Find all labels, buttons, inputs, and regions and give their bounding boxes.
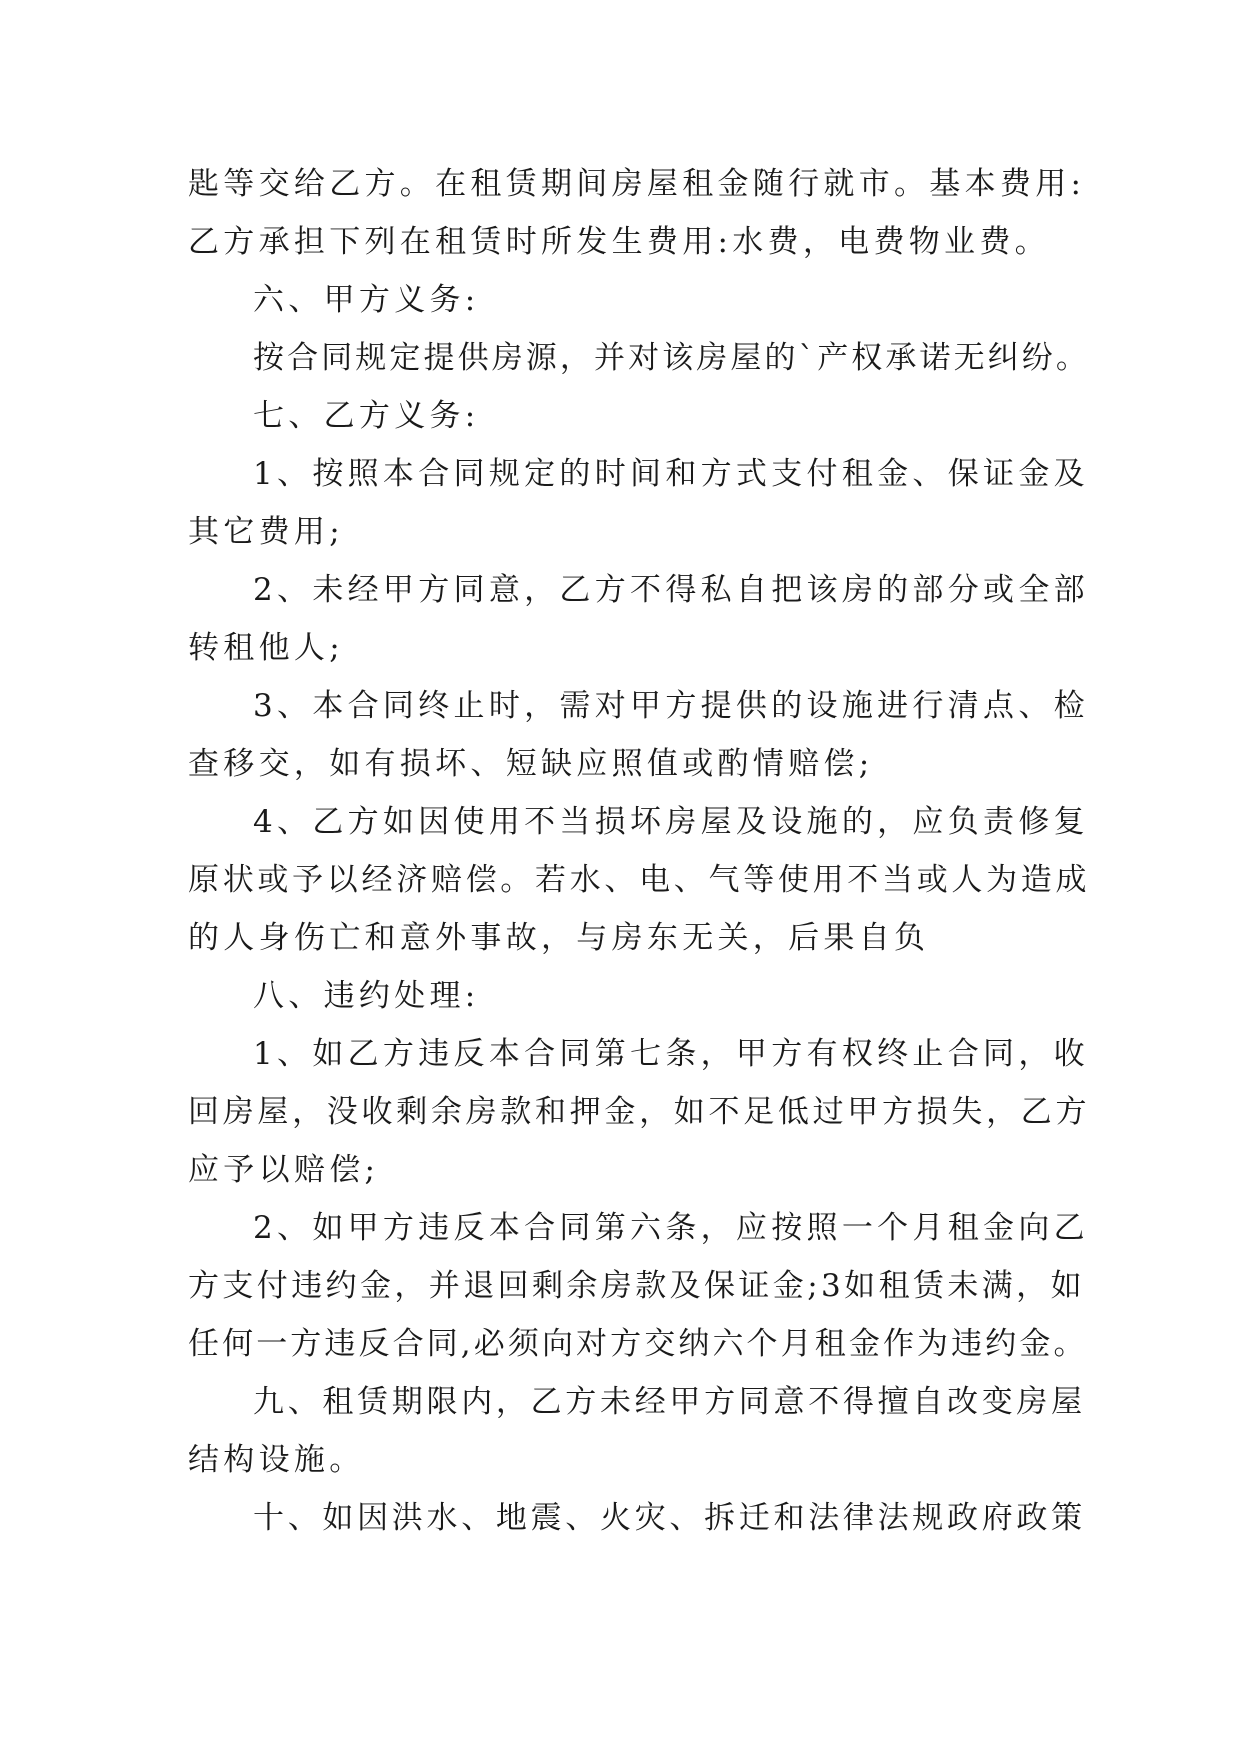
section-heading: 七、乙方义务: [253, 398, 480, 434]
text-line: 的人身伤亡和意外事故，与房东无关，后果自负 [188, 920, 930, 956]
text-line: 1、如乙方违反本合同第七条，甲方有权终止合同，收 [253, 1036, 1089, 1072]
text-line: 任何一方违反合同,必须向对方交纳六个月租金作为违约金。 [188, 1326, 1088, 1362]
text-line: 2、如甲方违反本合同第六条，应按照一个月租金向乙 [253, 1210, 1089, 1246]
text-line: 转租他人; [188, 630, 344, 666]
text-line: 十、如因洪水、地震、火灾、拆迁和法律法规政府政策 [253, 1500, 1086, 1536]
text-line: 按合同规定提供房源，并对该房屋的`产权承诺无纠纷。 [253, 340, 1090, 376]
text-line: 4、乙方如因使用不当损坏房屋及设施的，应负责修复 [253, 804, 1089, 840]
text-line: 其它费用; [188, 514, 344, 550]
section-heading: 六、甲方义务: [253, 282, 480, 318]
text-line: 九、租赁期限内，乙方未经甲方同意不得擅自改变房屋 [253, 1384, 1086, 1420]
text-line: 匙等交给乙方。在租赁期间房屋租金随行就市。基本费用: [188, 166, 1086, 202]
section-heading: 八、违约处理: [253, 978, 480, 1014]
text-line: 应予以赔偿; [188, 1152, 380, 1188]
text-line: 乙方承担下列在租赁时所发生费用:水费，电费物业费。 [188, 224, 1050, 260]
text-line: 原状或予以经济赔偿。若水、电、气等使用不当或人为造成 [188, 862, 1091, 898]
text-line: 3、本合同终止时，需对甲方提供的设施进行清点、检 [253, 688, 1089, 724]
text-line: 回房屋，没收剩余房款和押金，如不足低过甲方损失，乙方 [188, 1094, 1091, 1130]
text-line: 1、按照本合同规定的时间和方式支付租金、保证金及 [253, 456, 1089, 492]
text-line: 查移交，如有损坏、短缺应照值或酌情赔偿; [188, 746, 874, 782]
text-line: 方支付违约金，并退回剩余房款及保证金;3如租赁未满，如 [188, 1268, 1085, 1304]
text-line: 结构设施。 [188, 1442, 365, 1478]
text-line: 2、未经甲方同意，乙方不得私自把该房的部分或全部 [253, 572, 1089, 608]
